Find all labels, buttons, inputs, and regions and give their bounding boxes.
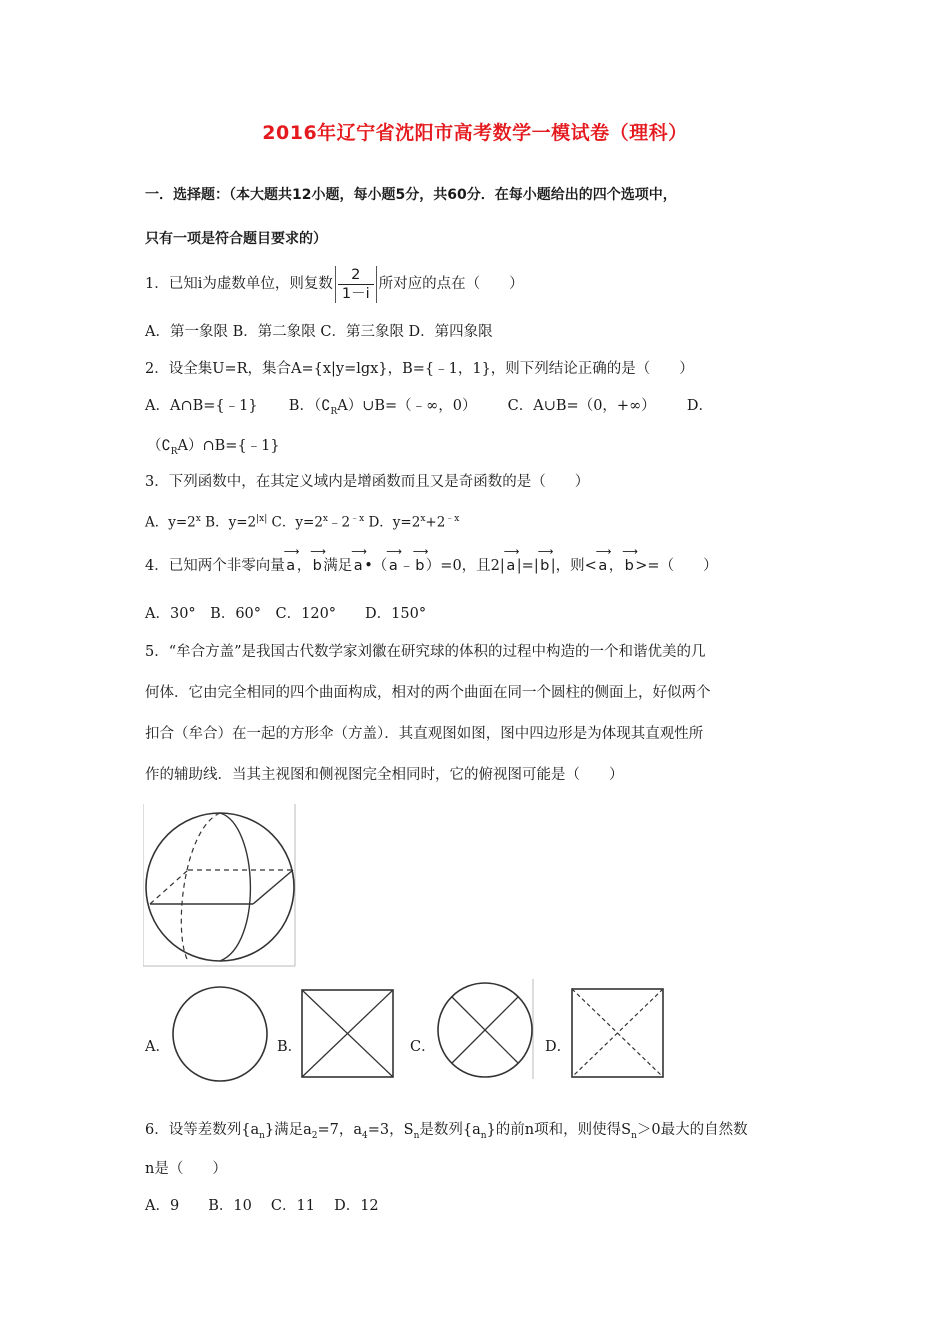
vector-a: ⟶ a xyxy=(503,545,518,574)
option-c-label: C． xyxy=(410,1039,436,1055)
fraction: $\frac{2}{1-i}$ xyxy=(335,266,377,303)
vector-a: ⟶ a xyxy=(351,545,366,574)
question-5-line2: 何体．它由完全相同的四个曲面构成，相对的两个曲面在同一个圆柱的侧面上，好似两个 xyxy=(145,685,711,701)
mouhefanggai-figure xyxy=(143,804,298,968)
section-heading-line1: 一．选择题：（本大题共12小题，每小题5分，共60分．在每小题给出的四个选项中， xyxy=(145,187,677,203)
question-1-stem: 1．已知i为虚数单位，则复数 $\frac{2}{1-i}$ 所对应的点在（ ） xyxy=(145,266,524,302)
question-1-options: A．第一象限 B．第二象限 C．第三象限 D．第四象限 xyxy=(145,324,493,340)
question-4-options: A．30° B．60° C．120° D．150° xyxy=(145,606,427,622)
option-b-figure xyxy=(300,988,396,1080)
question-4-stem: 4．已知两个非零向量 ⟶ a ， ⟶ b满足 ⟶ a •（ ⟶ a ﹣ ⟶ b）=0，且2| ⟶ a |=| ⟶ b|，则< ⟶ a ， ⟶ b>=（ ） xyxy=(145,555,718,577)
question-6-options: A．9 B．10 C．11 D．12 xyxy=(145,1198,379,1214)
section-heading-line2: 只有一项是符合题目要求的） xyxy=(145,231,327,247)
question-2-stem: 2．设全集U=R，集合A={x|y=lgx}，B={﹣1，1}，则下列结论正确的是（ ） xyxy=(145,361,694,377)
question-6-line2: n是（ ） xyxy=(145,1161,227,1177)
vector-b: ⟶ b xyxy=(310,545,325,574)
option-c-figure xyxy=(435,979,535,1079)
question-2-options: A．A∩B={﹣1} B．$(∁_RA)\cup B=(﹣\infty$，0） C．A∪B=（0，+∞） D． xyxy=(145,398,714,417)
option-d-figure xyxy=(570,987,666,1081)
option-b-label: B． xyxy=(277,1039,303,1055)
question-5-line3: 扣合（牟合）在一起的方形伞（方盖）．其直观图如图，图中四边形是为体现其直观性所 xyxy=(145,726,704,742)
vector-a: ⟶ a xyxy=(386,545,401,574)
question-2-option-d: $(∁_RA)\cap B=\{﹣1\}$ xyxy=(147,438,280,457)
vector-b: ⟶ b xyxy=(412,545,427,574)
vector-b: ⟶ b xyxy=(537,545,552,574)
question-3-options: A．$y=2^x$ B．$y=2^{|x|}$ C．$y=2^x﹣2^{﹣x}$ D．$y=2^x+2^{﹣x}$ xyxy=(145,514,460,531)
page-title: 2016年辽宁省沈阳市高考数学一模试卷（理科） xyxy=(262,122,688,144)
vector-b: ⟶ b xyxy=(622,545,637,574)
question-3-stem: 3．下列函数中，在其定义域内是增函数而且又是奇函数的是（ ） xyxy=(145,474,590,490)
option-a-figure xyxy=(170,984,270,1084)
option-a-label: A． xyxy=(145,1039,170,1055)
option-d-label: D． xyxy=(545,1039,572,1055)
vector-a: ⟶ a xyxy=(283,545,298,574)
question-6-stem: 6．设等差数列$\{a_n\}$满足$a_2=7$，$a_4=3$，$S_n$是数列$\{a_n\}$的前n项和，则使得$S_n>0$最大的自然数 xyxy=(145,1122,748,1141)
question-5-line1: 5．“牟合方盖”是我国古代数学家刘徽在研究球的体积的过程中构造的一个和谐优美的几 xyxy=(145,644,706,660)
vector-a: ⟶ a xyxy=(595,545,610,574)
question-5-line4: 作的辅助线．当其主视图和侧视图完全相同时，它的俯视图可能是（ ） xyxy=(145,767,624,783)
